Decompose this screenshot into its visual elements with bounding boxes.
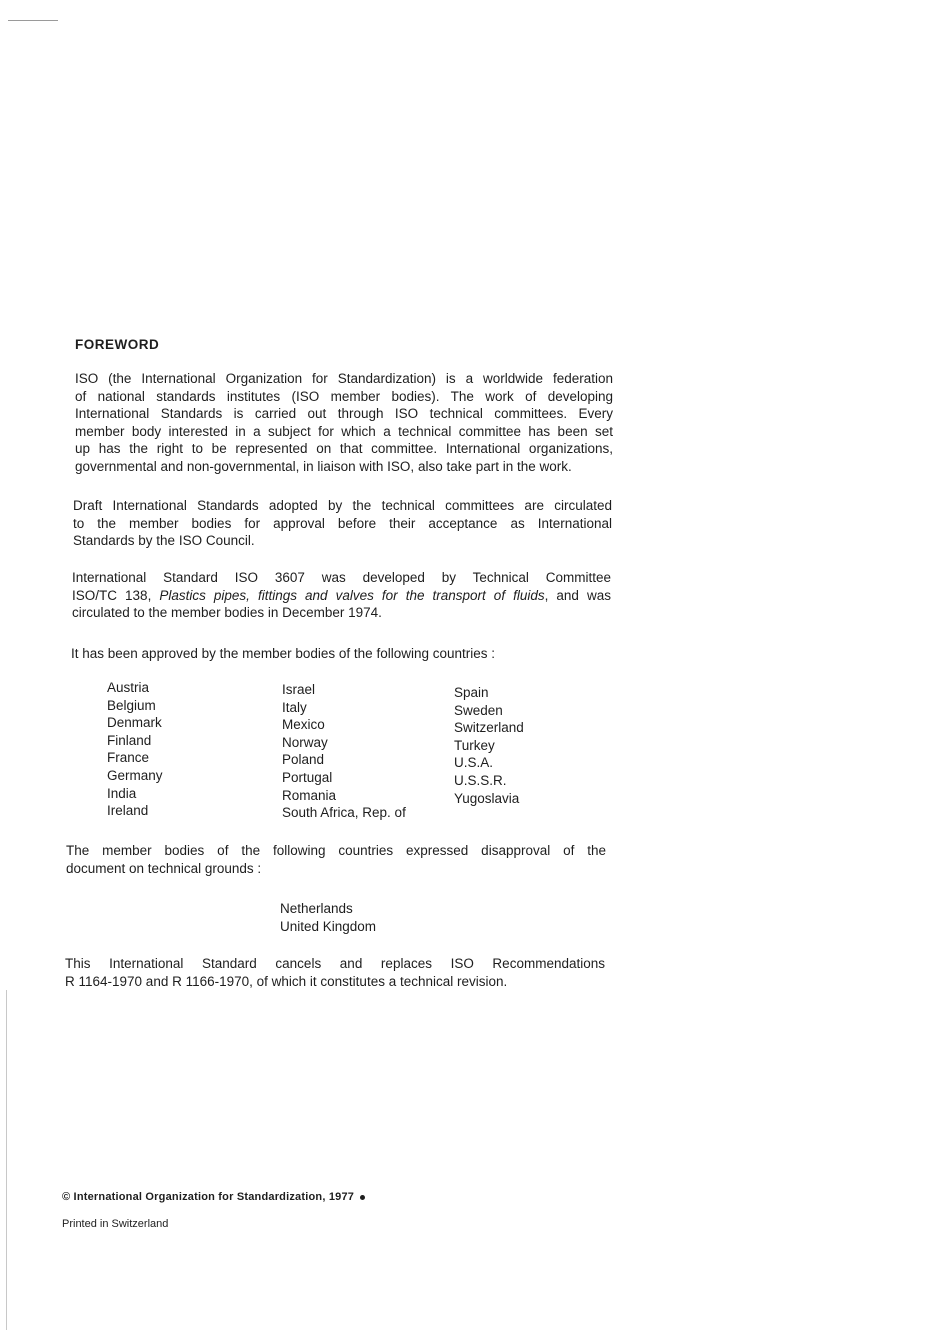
paragraph-line: document on technical grounds : [66, 860, 262, 876]
country-item: U.S.A. [454, 755, 494, 771]
country-item: Belgium [107, 697, 156, 713]
country-item: Switzerland [454, 720, 524, 736]
country-item: Poland [282, 752, 325, 768]
country-item: Norway [282, 734, 328, 750]
country-item: Turkey [454, 737, 495, 753]
paragraph-line: The member bodies of the following countries expressed disapproval of the [66, 843, 606, 858]
country-item: Spain [454, 685, 489, 700]
country-item: Ireland [107, 803, 149, 819]
paragraph-line: to the member bodies for approval before their acceptance as International [73, 515, 612, 531]
paragraph-line-committee [72, 587, 611, 605]
copyright-notice [62, 1191, 365, 1203]
bullet-icon [360, 1195, 365, 1200]
foreword-paragraph-development [72, 569, 611, 622]
printed-location: Printed in Switzerland [62, 1218, 169, 1230]
copyright-text: © International Organization for Standardization, 1977 [62, 1191, 355, 1203]
country-item: France [107, 750, 150, 766]
disapproval-intro [66, 842, 606, 877]
paragraph-line: governmental and non-governmental, in liaison with ISO, also take part in the work. [75, 458, 572, 474]
country-item: Netherlands [280, 901, 353, 916]
country-item: Mexico [282, 717, 325, 733]
paragraph-line: International Standards is carried out through ISO technical committees. Every [75, 406, 613, 422]
paragraph-line: circulated to the member bodies in December 1974. [72, 605, 382, 621]
approved-countries-column-3 [454, 684, 524, 807]
paragraph-line: Standards by the ISO Council. [73, 533, 255, 549]
disapproved-countries-list [280, 900, 376, 935]
country-item: Italy [282, 699, 307, 715]
paragraph-line: member body interested in a subject for which a technical committee has been set [75, 423, 613, 439]
committee-code: ISO/TC 138, [72, 587, 160, 603]
country-item: United Kingdom [280, 918, 377, 934]
paragraph-line: up has the right to be represented on that committee. International organizations, [75, 441, 613, 457]
paragraph-line: of national standards institutes (ISO member bodies). The work of developing [75, 388, 613, 404]
country-item: Austria [107, 680, 150, 695]
country-item: U.S.S.R. [454, 772, 507, 788]
approval-intro: It has been approved by the member bodies of the following countries : [71, 646, 496, 661]
country-item: Yugoslavia [454, 790, 520, 806]
foreword-paragraph-iso [75, 370, 613, 476]
country-item: Portugal [282, 769, 333, 785]
country-item: South Africa, Rep. of [282, 805, 406, 821]
paragraph-line: ISO (the International Organization for Standardization) is a worldwide federation [75, 371, 613, 386]
foreword-paragraph-drafts [73, 497, 612, 550]
country-item: Israel [282, 682, 316, 697]
foreword-heading: FOREWORD [75, 337, 160, 352]
approved-countries-column-2 [282, 681, 406, 822]
paragraph-line: International Standard ISO 3607 was developed by Technical Committee [72, 570, 611, 585]
paragraph-line: This International Standard cancels and replaces ISO Recommendations [65, 956, 605, 971]
scan-mark-top-left [8, 20, 58, 21]
cancels-paragraph [65, 955, 605, 990]
scan-mark-left-edge [6, 990, 7, 1330]
country-item: Romania [282, 787, 337, 803]
country-item: Denmark [107, 715, 162, 731]
paragraph-line: R 1164-1970 and R 1166-1970, of which it constitutes a technical revision. [65, 973, 508, 989]
paragraph-line: Draft International Standards adopted by the technical committees are circulated [73, 498, 612, 513]
country-item: Germany [107, 767, 163, 783]
country-item: Finland [107, 732, 152, 748]
committee-suffix: , and was [544, 587, 611, 603]
country-item: India [107, 785, 137, 801]
committee-title: Plastics pipes, fittings and valves for the transport of fluids [159, 587, 545, 603]
approved-countries-column-1 [107, 679, 163, 820]
country-item: Sweden [454, 702, 503, 718]
